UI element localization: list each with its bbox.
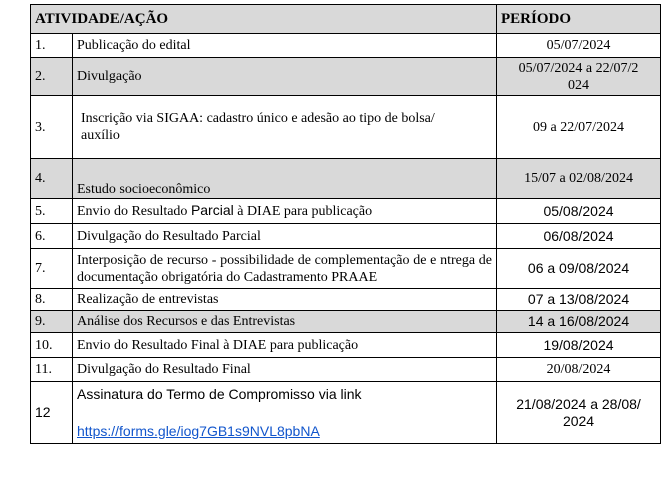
period-cell: 09 a 22/07/2024 <box>497 96 661 159</box>
row-number: 6. <box>31 224 73 249</box>
table-row <box>31 224 661 249</box>
period-cell: 07 a 13/08/2024 <box>497 289 661 311</box>
row-number: 12 <box>31 382 73 444</box>
table-row <box>31 311 661 333</box>
row-number: 8. <box>31 289 73 311</box>
header-row <box>31 5 661 34</box>
table-row <box>31 382 661 444</box>
row-number: 5. <box>31 199 73 224</box>
row-number: 4. <box>31 159 73 199</box>
period-cell: 06 a 09/08/2024 <box>497 249 661 289</box>
period-cell: 05/07/2024 <box>497 34 661 58</box>
period-cell: 05/08/2024 <box>497 199 661 224</box>
activity-cell: Publicação do edital <box>73 34 497 58</box>
activity-cell <box>73 382 497 444</box>
activity-cell: Estudo socioeconômico <box>73 159 497 199</box>
row-number: 3. <box>31 96 73 159</box>
row-number: 11. <box>31 358 73 382</box>
activity-cell: Divulgação do Resultado Parcial <box>73 224 497 249</box>
row-number: 9. <box>31 311 73 333</box>
header-activity: ATIVIDADE/AÇÃO <box>31 5 497 34</box>
activity-text: Assinatura do Termo de Compromisso via link <box>77 386 362 402</box>
table-row <box>31 358 661 382</box>
period-cell: 20/08/2024 <box>497 358 661 382</box>
table-row <box>31 199 661 224</box>
row-number: 2. <box>31 58 73 96</box>
period-text: 05/07/2024 a 22/07/2 024 <box>518 60 639 93</box>
period-text: 21/08/2024 a 28/08/ 2024 <box>516 395 641 429</box>
activity-text: à DIAE para publicação <box>233 204 373 219</box>
table-row <box>31 289 661 311</box>
table-row <box>31 159 661 199</box>
table-row <box>31 58 661 96</box>
table-row <box>31 249 661 289</box>
activity-cell: Análise dos Recursos e das Entrevistas <box>73 311 497 333</box>
activity-cell: Realização de entrevistas <box>73 289 497 311</box>
period-cell <box>497 382 661 444</box>
activity-cell: Envio do Resultado Final à DIAE para publicação <box>73 333 497 358</box>
activity-cell: Interposição de recurso - possibilidade de complementação de e ntrega de documentação obrigatória do Cadastramento PRAAE <box>73 249 497 289</box>
period-cell: 14 a 16/08/2024 <box>497 311 661 333</box>
row-number: 1. <box>31 34 73 58</box>
row-number: 10. <box>31 333 73 358</box>
activity-cell <box>73 199 497 224</box>
period-cell <box>497 58 661 96</box>
activity-text: Envio do Resultado <box>77 204 191 219</box>
activity-cell: Divulgação <box>73 58 497 96</box>
period-cell: 15/07 a 02/08/2024 <box>497 159 661 199</box>
activity-cell: Divulgação do Resultado Final <box>73 358 497 382</box>
period-cell: 19/08/2024 <box>497 333 661 358</box>
table-row <box>31 333 661 358</box>
table-row <box>31 96 661 159</box>
period-cell: 06/08/2024 <box>497 224 661 249</box>
schedule-table <box>30 4 661 444</box>
forms-link[interactable]: https://forms.gle/iog7GB1s9NVL8pbNA <box>77 423 320 439</box>
activity-text-emphasis: Parcial <box>190 202 234 218</box>
table-row <box>31 34 661 58</box>
activity-cell: Inscrição via SIGAA: cadastro único e adesão ao tipo de bolsa/ auxílio <box>73 96 497 159</box>
header-period: PERÍODO <box>497 5 661 34</box>
row-number: 7. <box>31 249 73 289</box>
